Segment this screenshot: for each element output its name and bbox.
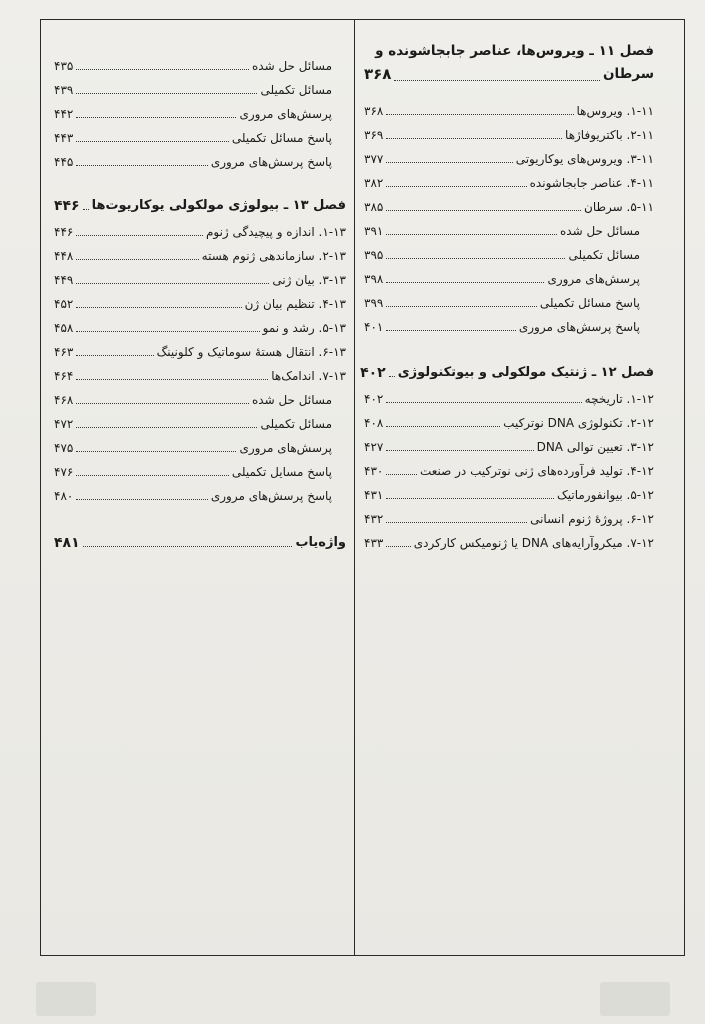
toc-entry-page: ۴۶۴ — [54, 369, 74, 383]
toc-entry-label: ۲-۱۱. باکتریوفاژها — [565, 128, 654, 142]
toc-entry-label: ۵-۱۳. رشد و نمو — [262, 321, 346, 335]
toc-entry-page: ۴۵۸ — [54, 321, 74, 335]
dot-leader — [386, 522, 527, 523]
toc-entry[interactable] — [364, 385, 654, 407]
toc-entry-label: ۶-۱۳. انتقال هستهٔ سوماتیک و کلونینگ — [156, 345, 346, 359]
toc-entry[interactable] — [364, 97, 654, 119]
toc-entry[interactable] — [54, 76, 346, 98]
dot-leader — [76, 379, 268, 380]
toc-entry-page: ۴۸۰ — [54, 489, 74, 503]
dot-leader — [76, 165, 208, 166]
dot-leader — [386, 162, 512, 163]
dot-leader — [76, 355, 153, 356]
toc-entry[interactable] — [54, 338, 346, 360]
dot-leader — [386, 282, 544, 283]
toc-entry-page: ۴۵۲ — [54, 297, 74, 311]
toc-entry[interactable] — [54, 242, 346, 264]
toc-entry[interactable] — [364, 289, 654, 311]
toc-entry[interactable] — [54, 100, 346, 122]
toc-entry-label: ۳-۱۲. تعیین توالی DNA — [536, 440, 654, 454]
dot-leader — [386, 306, 537, 307]
toc-entry-page: ۳۶۹ — [364, 128, 384, 142]
toc-entry[interactable] — [364, 433, 654, 455]
toc-entry-page: ۳۶۸ — [364, 104, 384, 118]
toc-entry-page: ۳۹۸ — [364, 272, 384, 286]
toc-entry-label: ۶-۱۲. پروژهٔ ژنوم انسانی — [530, 512, 654, 526]
toc-entry-label: پرسش‌های مروری — [547, 272, 640, 286]
dot-leader — [76, 499, 208, 500]
chapter-13-page: ۴۴۶ — [53, 198, 80, 214]
dot-leader — [76, 283, 269, 284]
dot-leader — [76, 69, 249, 70]
dot-leader — [76, 475, 229, 476]
dot-leader — [386, 546, 410, 547]
dot-leader — [83, 209, 89, 210]
toc-entry[interactable] — [54, 410, 346, 432]
toc-entry-label: ۲-۱۲. تکنولوژی DNA نوترکیب — [503, 416, 654, 430]
toc-entry[interactable] — [54, 482, 346, 504]
toc-entry-page: ۴۳۱ — [364, 488, 384, 502]
toc-entry[interactable] — [364, 217, 654, 239]
chapter-11-heading[interactable] — [364, 40, 654, 86]
toc-entry[interactable] — [364, 457, 654, 479]
toc-entry-label: پاسخ پرسش‌های مروری — [210, 489, 332, 503]
toc-entry[interactable] — [364, 145, 654, 167]
toc-entry[interactable] — [364, 409, 654, 431]
toc-entry-label: پاسخ پرسش‌های مروری — [210, 155, 332, 169]
toc-entry[interactable] — [54, 386, 346, 408]
toc-entry-page: ۴۷۵ — [54, 441, 74, 455]
chapter-13-title: فصل ۱۳ ـ بیولوژی مولکولی یوکاریوت‌ها — [91, 198, 346, 213]
toc-entry-label: مسائل تکمیلی — [568, 248, 640, 262]
chapter-12-heading[interactable] — [360, 359, 654, 381]
toc-entry-page: ۴۳۳ — [364, 536, 384, 550]
dot-leader — [394, 80, 600, 81]
glossary-page: ۴۸۱ — [54, 535, 80, 551]
toc-entry-label: ۳-۱۱. ویروس‌های یوکاریوتی — [515, 152, 654, 166]
toc-entry-label: ۴-۱۱. عناصر جابجاشونده — [529, 176, 654, 190]
toc-entry[interactable] — [54, 434, 346, 456]
chapter-11-page: ۳۶۸ — [364, 65, 392, 83]
footer-shade-left — [36, 982, 96, 1016]
toc-entry-label: پاسخ مسائل تکمیلی — [539, 296, 640, 310]
toc-entry-label: پاسخ مسایل تکمیلی — [231, 465, 332, 479]
toc-entry-page: ۳۹۱ — [364, 224, 384, 238]
toc-entry-label: ۴-۱۳. تنظیم بیان ژن — [244, 297, 346, 311]
toc-entry-label: پاسخ پرسش‌های مروری — [518, 320, 640, 334]
toc-entry[interactable] — [54, 124, 346, 146]
toc-entry-page: ۴۴۲ — [54, 107, 74, 121]
toc-entry-page: ۴۳۲ — [364, 512, 384, 526]
dot-leader — [386, 498, 554, 499]
dot-leader — [386, 114, 573, 115]
dot-leader — [76, 235, 203, 236]
toc-entry-page: ۳۹۵ — [364, 248, 384, 262]
toc-entry-label: ۴-۱۲. تولید فرآورده‌های ژنی نوترکیب در صنعت — [419, 464, 654, 478]
toc-entry-page: ۴۰۸ — [364, 416, 384, 430]
dot-leader — [386, 450, 533, 451]
toc-entry-page: ۴۳۹ — [54, 83, 74, 97]
toc-entry[interactable] — [364, 313, 654, 335]
dot-leader — [386, 474, 417, 475]
toc-entry[interactable] — [364, 193, 654, 215]
toc-entry-label: پرسش‌های مروری — [239, 107, 332, 121]
toc-entry-page: ۴۰۱ — [364, 320, 384, 334]
toc-entry-page: ۴۷۶ — [54, 465, 74, 479]
column-divider — [354, 19, 355, 956]
toc-entry-page: ۳۸۲ — [364, 176, 384, 190]
dot-leader — [76, 331, 259, 332]
toc-entry-label: مسائل حل شده — [252, 59, 332, 73]
chapter-11-title-line2: سرطان — [603, 66, 654, 82]
dot-leader — [76, 117, 236, 118]
toc-entry[interactable] — [364, 241, 654, 263]
dot-leader — [76, 403, 249, 404]
footer-shade-right — [600, 982, 670, 1016]
glossary-heading[interactable] — [54, 529, 346, 551]
dot-leader — [76, 141, 229, 142]
toc-entry-label: ۱-۱۱. ویروس‌ها — [576, 104, 654, 118]
dot-leader — [76, 307, 241, 308]
toc-entry[interactable] — [54, 458, 346, 480]
dot-leader — [386, 234, 557, 235]
toc-entry-page: ۴۲۷ — [364, 440, 384, 454]
toc-entry-label: مسائل تکمیلی — [260, 83, 332, 97]
dot-leader — [386, 258, 565, 259]
toc-entry-label: مسائل حل شده — [252, 393, 332, 407]
toc-entry-label: ۳-۱۳. بیان ژنی — [272, 273, 346, 287]
toc-entry-page: ۴۳۰ — [364, 464, 384, 478]
toc-entry[interactable] — [54, 266, 346, 288]
toc-entry[interactable] — [364, 169, 654, 191]
dot-leader — [76, 427, 257, 428]
toc-entry-page: ۳۹۹ — [364, 296, 384, 310]
dot-leader — [386, 210, 581, 211]
dot-leader — [386, 138, 562, 139]
toc-entry-label: ۷-۱۲. میکروآرایه‌های DNA یا ژنومیکس کارکردی — [413, 536, 654, 550]
toc-entry-label: ۵-۱۱. سرطان — [584, 200, 654, 214]
toc-entry[interactable] — [364, 529, 654, 551]
dot-leader — [76, 259, 198, 260]
toc-entry-page: ۴۴۶ — [54, 225, 74, 239]
chapter-13-heading[interactable] — [54, 192, 346, 214]
chapter-12-title: فصل ۱۲ ـ ژنتیک مولکولی و بیوتکنولوژی — [397, 365, 654, 380]
toc-entry-label: پاسخ مسائل تکمیلی — [231, 131, 332, 145]
toc-entry-label: ۷-۱۳. اندامک‌ها — [271, 369, 346, 383]
toc-entry-label: ۵-۱۲. بیوانفورماتیک — [557, 488, 654, 502]
glossary-title: واژه‌یاب — [295, 535, 346, 550]
toc-entry-page: ۴۷۲ — [54, 417, 74, 431]
toc-entry[interactable] — [54, 362, 346, 384]
toc-entry-page: ۴۴۸ — [54, 249, 74, 263]
toc-entry-page: ۴۴۳ — [54, 131, 74, 145]
toc-entry-page: ۴۶۳ — [54, 345, 74, 359]
dot-leader — [386, 186, 526, 187]
toc-entry-label: پرسش‌های مروری — [239, 441, 332, 455]
toc-entry-label: مسائل حل شده — [560, 224, 640, 238]
dot-leader — [386, 402, 581, 403]
toc-entry[interactable] — [54, 52, 346, 74]
dot-leader — [389, 376, 395, 377]
toc-entry-page: ۴۰۲ — [364, 392, 384, 406]
toc-entry-label: ۲-۱۳. سازماندهی ژنوم هسته — [201, 249, 346, 263]
chapter-12-page: ۴۰۲ — [360, 365, 386, 381]
dot-leader — [76, 451, 236, 452]
dot-leader — [83, 546, 293, 547]
toc-entry-page: ۴۴۹ — [54, 273, 74, 287]
toc-entry-page: ۴۴۵ — [54, 155, 74, 169]
toc-entry[interactable] — [54, 290, 346, 312]
toc-entry[interactable] — [364, 121, 654, 143]
toc-entry[interactable] — [54, 218, 346, 240]
toc-entry-label: مسائل تکمیلی — [260, 417, 332, 431]
toc-entry[interactable] — [54, 148, 346, 170]
toc-entry-page: ۳۸۵ — [364, 200, 384, 214]
toc-entry-page: ۴۳۵ — [54, 59, 74, 73]
toc-entry[interactable] — [364, 265, 654, 287]
dot-leader — [386, 330, 516, 331]
chapter-11-title-line1: فصل ۱۱ ـ ویروس‌ها، عناصر جابجاشونده و — [375, 43, 654, 59]
dot-leader — [76, 93, 257, 94]
toc-entry[interactable] — [364, 505, 654, 527]
toc-entry[interactable] — [54, 314, 346, 336]
toc-entry[interactable] — [364, 481, 654, 503]
toc-entry-page: ۳۷۷ — [364, 152, 384, 166]
toc-entry-label: ۱-۱۳. اندازه و پیچیدگی ژنوم — [205, 225, 346, 239]
dot-leader — [386, 426, 500, 427]
toc-entry-page: ۴۶۸ — [54, 393, 74, 407]
toc-entry-label: ۱-۱۲. تاریخچه — [584, 392, 654, 406]
